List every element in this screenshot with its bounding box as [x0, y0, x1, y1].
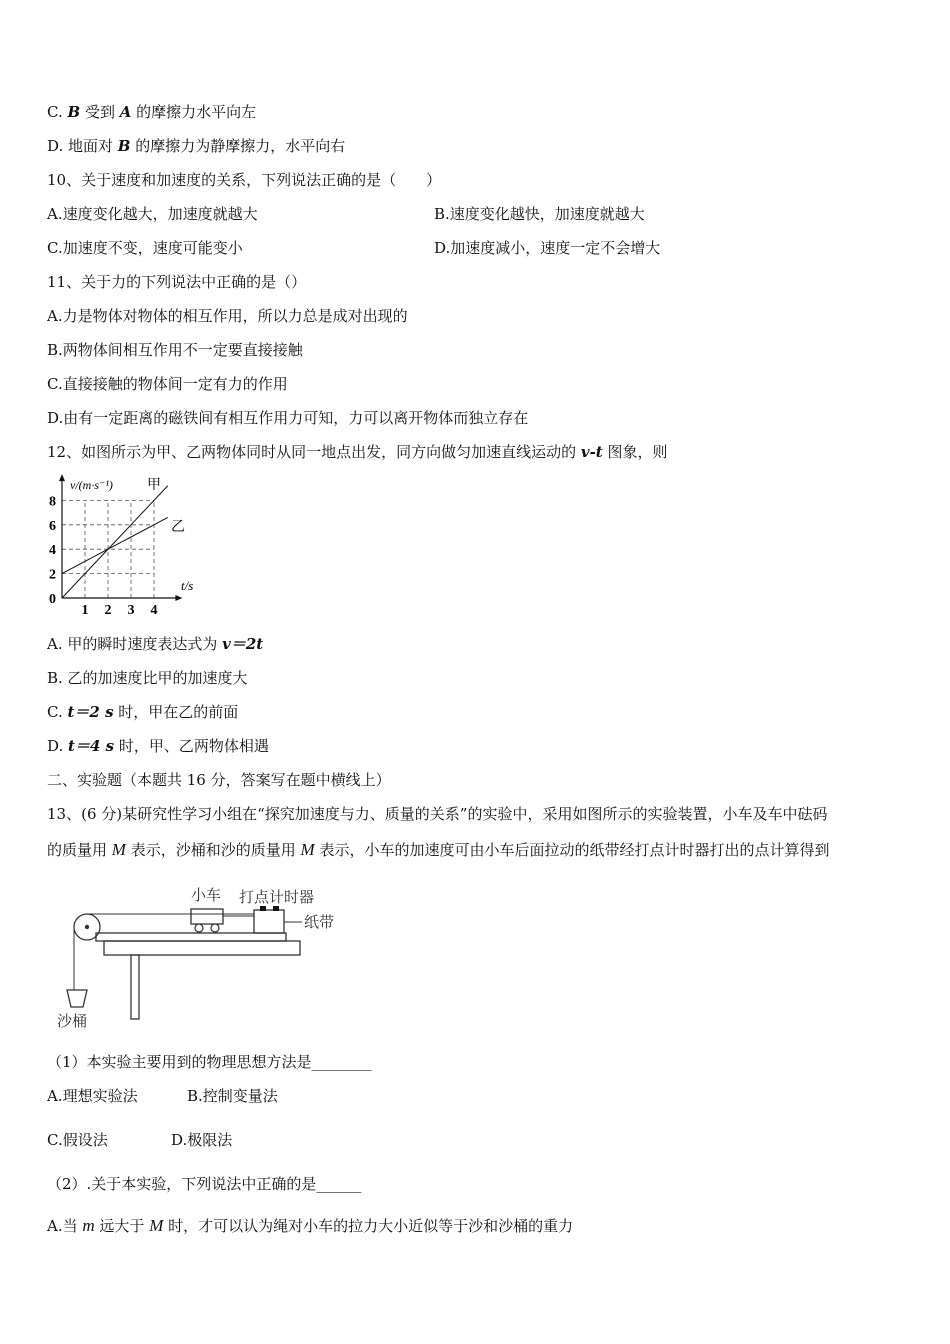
label-bucket: 沙桶 — [57, 1014, 88, 1030]
label-cart: 小车 — [191, 888, 222, 904]
q10-option-b: B.速度变化越快，加速度就越大 — [434, 205, 645, 223]
q12-option-b: B. 乙的加速度比甲的加速度大 — [47, 669, 248, 687]
vt-chart — [40, 472, 210, 622]
q9-option-d: D. 地面对 B 的摩擦力为静摩擦力，水平向右 — [47, 137, 346, 155]
q13-stem-line1: 13、(6 分)某研究性学习小组在“探究加速度与力、质量的关系”的实验中，采用如图所示的实验装置，小车及车中砝码 — [47, 805, 828, 823]
chart-series — [62, 486, 168, 598]
apparatus-diagram — [40, 880, 360, 1040]
q11-stem: 11、关于力的下列说法中正确的是（） — [47, 273, 307, 291]
q11-option-d: D.由有一定距离的磁铁间有相互作用力可知，力可以离开物体而独立存在 — [47, 409, 529, 427]
q13-stem-line2: 的质量用 M 表示，沙桶和沙的质量用 M 表示，小车的加速度可由小车后面拉动的纸带经打点计时器打出的点计算得到 — [47, 840, 830, 859]
y-tick-label: 6 — [49, 518, 56, 534]
q12-option-c: C. t＝2 s 时，甲在乙的前面 — [47, 703, 239, 721]
x-axis-arrow — [175, 595, 182, 601]
series-line-yi — [62, 517, 168, 573]
q12-stem: 12、如图所示为甲、乙两物体同时从同一地点出发，同方向做匀加速直线运动的 v-t 图象，则 — [47, 443, 668, 461]
y-tick-label: 0 — [49, 592, 56, 607]
y-axis-arrow — [59, 474, 65, 481]
q10-stem: 10、关于速度和加速度的关系，下列说法正确的是（ ） — [47, 171, 442, 189]
q13-sub2-stem: （2）.关于本实验，下列说法中正确的是______ — [47, 1175, 362, 1193]
x-tick-label: 1 — [81, 603, 89, 618]
q11-option-b: B.两物体间相互作用不一定要直接接触 — [47, 341, 303, 359]
y-tick-label: 2 — [49, 567, 56, 583]
label-tape: 纸带 — [304, 915, 335, 931]
series-label-jia: 甲 — [147, 478, 161, 493]
ticker-timer — [254, 910, 284, 933]
q13-sub1-option-c: C.假设法 — [47, 1131, 108, 1149]
chart-ticks — [49, 494, 158, 618]
q11-option-c: C.直接接触的物体间一定有力的作用 — [47, 375, 288, 393]
table-leg — [131, 955, 139, 1019]
q13-sub1-option-a: A.理想实验法 — [47, 1087, 138, 1105]
q10-option-c: C.加速度不变，速度可能变小 — [47, 239, 243, 257]
series-line-jia — [62, 486, 168, 598]
x-axis-label: t/s — [181, 578, 194, 593]
label-timer: 打点计时器 — [239, 890, 315, 906]
track-board — [96, 933, 286, 941]
q12-option-d: D. t＝4 s 时，甲、乙两物体相遇 — [47, 737, 269, 755]
section-heading: 二、实验题（本题共 16 分，答案写在题中横线上） — [47, 771, 391, 789]
q10-option-a: A.速度变化越大，加速度就越大 — [47, 205, 258, 223]
cart — [191, 909, 223, 924]
q9-option-c: C. B 受到 A 的摩擦力水平向左 — [47, 103, 257, 121]
x-tick-label: 4 — [150, 603, 158, 618]
q11-option-a: A.力是物体对物体的相互作用，所以力总是成对出现的 — [47, 307, 408, 325]
q12-option-a: A. 甲的瞬时速度表达式为 v＝2t — [47, 635, 264, 653]
y-tick-label: 4 — [49, 543, 56, 559]
x-tick-label: 3 — [127, 603, 135, 618]
y-axis-label: v/(m·s⁻¹) — [70, 478, 113, 492]
y-tick-label: 8 — [49, 494, 56, 510]
q13-sub2-option-a: A.当 m 远大于 M 时，才可以认为绳对小车的拉力大小近似等于沙和沙桶的重力 — [47, 1216, 574, 1235]
x-tick-label: 2 — [104, 603, 112, 618]
q13-sub1-option-b: B.控制变量法 — [187, 1087, 278, 1105]
q13-sub1-option-d: D.极限法 — [171, 1131, 233, 1149]
q13-sub1-stem: （1）本实验主要用到的物理思想方法是________ — [47, 1053, 372, 1071]
series-label-yi: 乙 — [171, 520, 185, 535]
table-top — [104, 941, 300, 955]
q10-option-d: D.加速度减小，速度一定不会增大 — [434, 239, 661, 257]
sand-bucket — [67, 990, 87, 1007]
